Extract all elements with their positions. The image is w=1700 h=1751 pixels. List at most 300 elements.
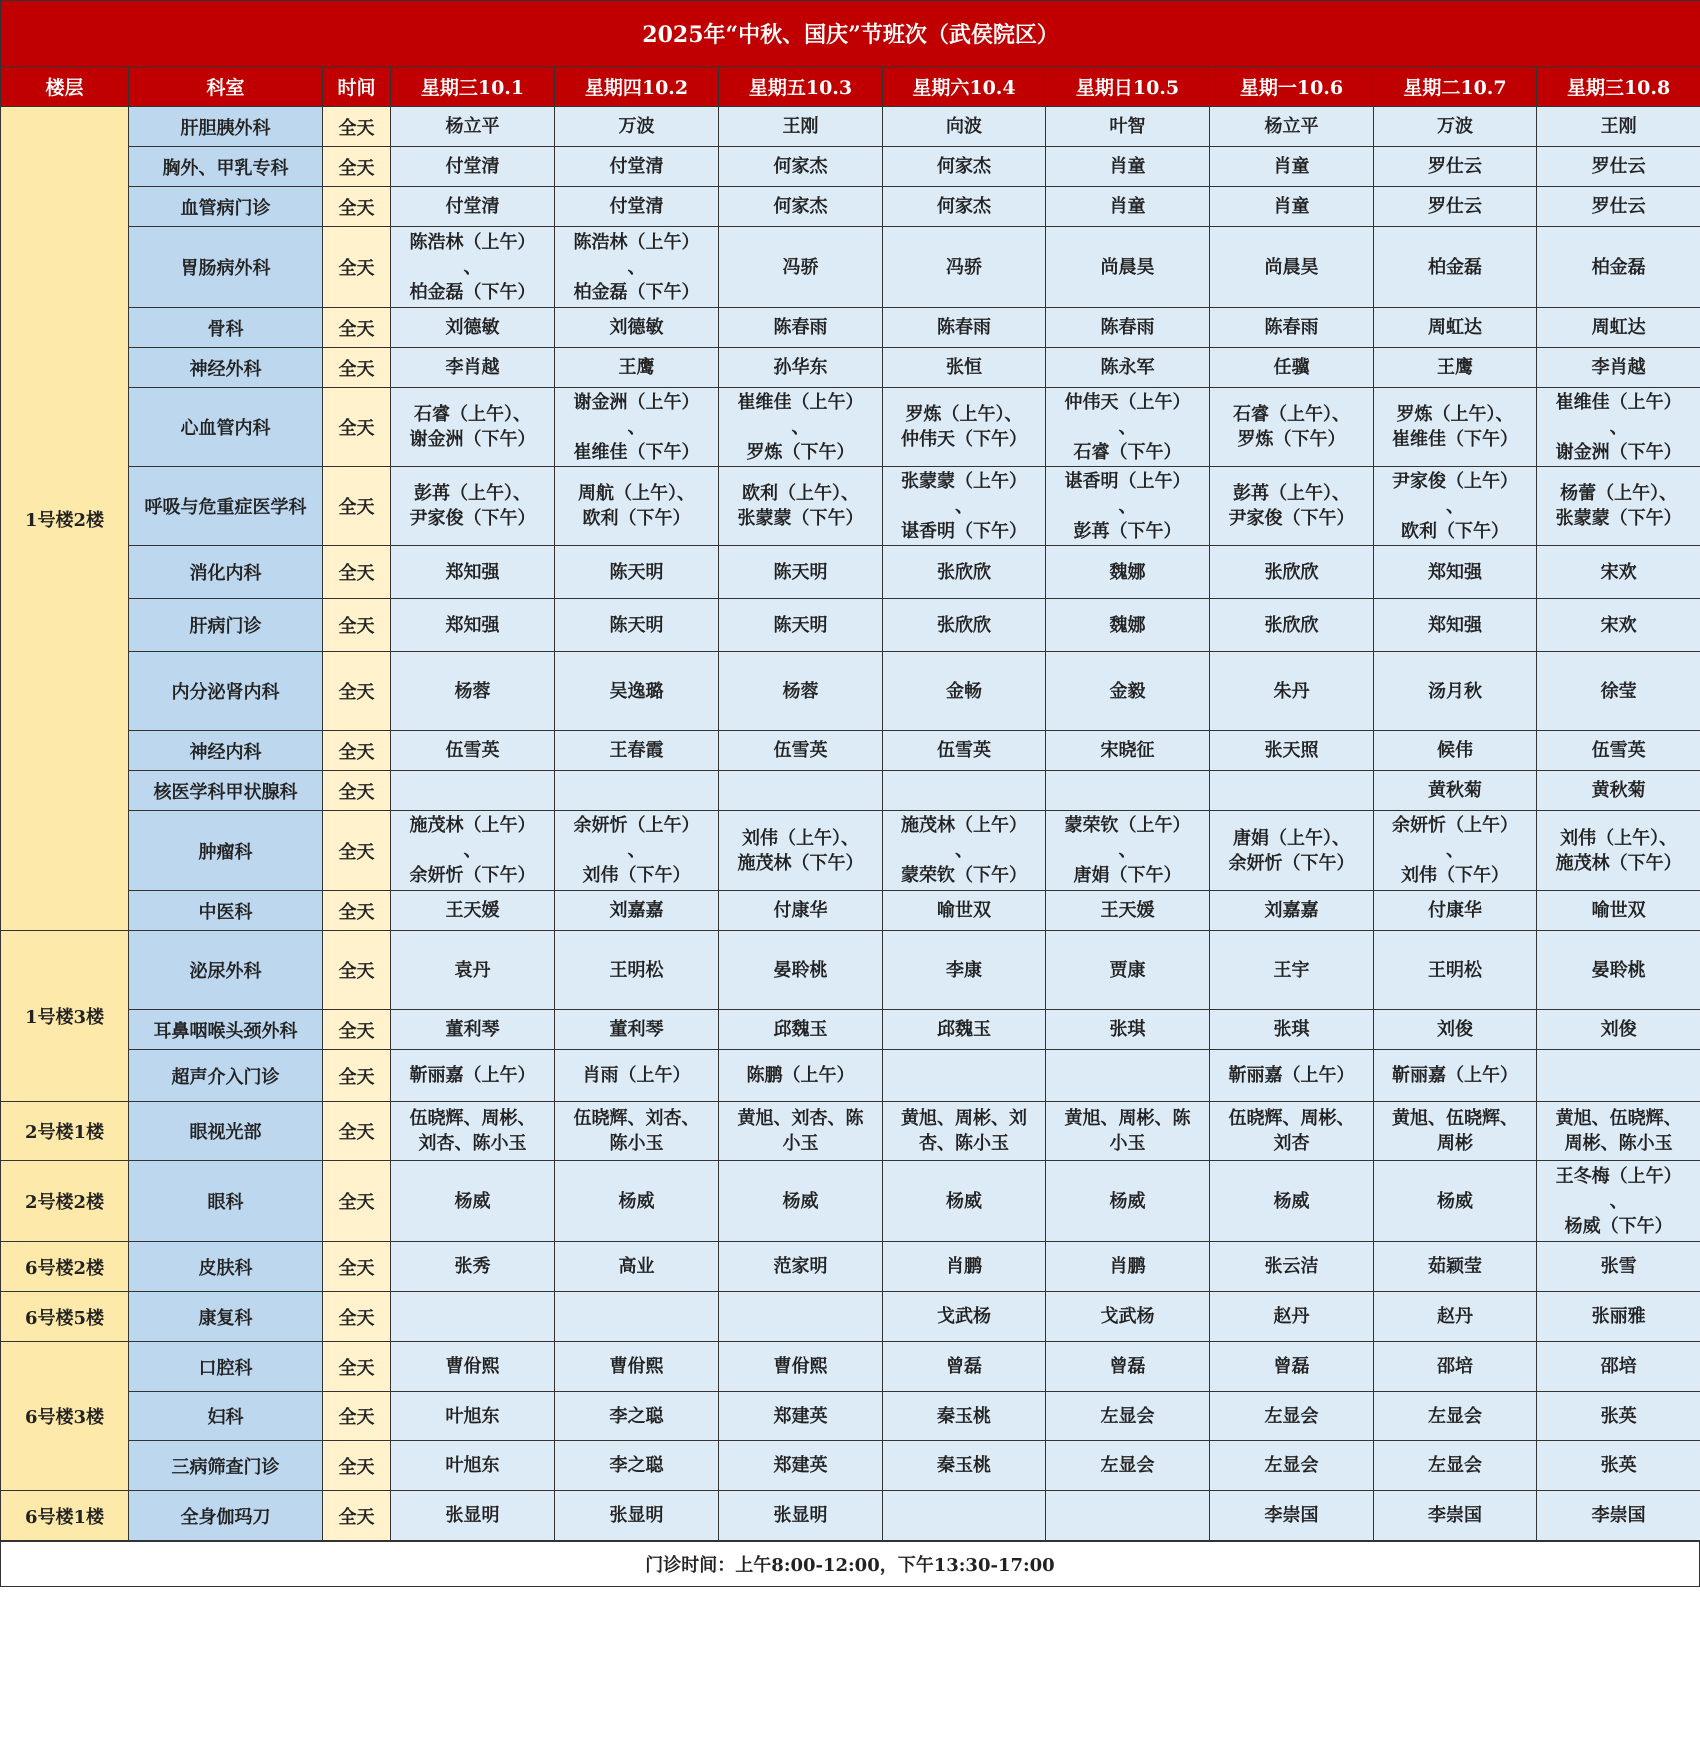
doctor-cell [719,1292,883,1342]
doctor-cell: 石睿（上午）、 罗炼（下午） [1210,388,1374,467]
doctor-cell: 杨立平 [391,107,555,147]
doctor-cell: 黄旭、伍晓辉、 周彬、陈小玉 [1537,1102,1700,1161]
time-slot: 全天 [323,187,391,227]
doctor-cell: 金畅 [883,652,1046,731]
doctor-cell: 冯骄 [719,227,883,308]
doctor-cell: 余妍忻（上午） 、 刘伟（下午） [1374,811,1537,891]
time-slot: 全天 [323,731,391,771]
doctor-cell: 王宇 [1210,931,1374,1010]
doctor-cell: 李之聪 [555,1441,719,1491]
doctor-cell: 崔维佳（上午） 、 谢金洲（下午） [1537,388,1700,467]
time-slot: 全天 [323,1242,391,1292]
doctor-cell: 陈鹏（上午） [719,1050,883,1102]
doctor-cell [391,1292,555,1342]
time-slot: 全天 [323,652,391,731]
doctor-cell: 张秀 [391,1242,555,1292]
department-name: 康复科 [129,1292,323,1342]
column-header: 星期三10.1 [391,67,555,107]
table-row [1,1050,1700,1102]
table-row [1,1491,1700,1541]
doctor-cell: 谌香明（上午） 、 彭苒（下午） [1046,467,1210,546]
time-slot: 全天 [323,1342,391,1392]
table-row [1,107,1700,147]
doctor-cell: 左显会 [1210,1392,1374,1441]
table-row [1,652,1700,731]
doctor-cell: 郑知强 [1374,599,1537,652]
doctor-cell: 罗仕云 [1374,187,1537,227]
time-slot: 全天 [323,1392,391,1441]
department-name: 妇科 [129,1392,323,1441]
doctor-cell: 董利琴 [555,1010,719,1050]
doctor-cell: 尚晨昊 [1046,227,1210,308]
doctor-cell: 余妍忻（上午） 、 刘伟（下午） [555,811,719,891]
column-header: 星期二10.7 [1374,67,1537,107]
doctor-cell: 肖鹏 [883,1242,1046,1292]
department-name: 超声介入门诊 [129,1050,323,1102]
time-slot: 全天 [323,1010,391,1050]
doctor-cell: 刘伟（上午）、 施茂林（下午） [1537,811,1700,891]
time-slot: 全天 [323,348,391,388]
doctor-cell: 彭苒（上午）、 尹家俊（下午） [391,467,555,546]
table-row [1,147,1700,187]
doctor-cell: 陈天明 [719,546,883,599]
department-name: 耳鼻咽喉头颈外科 [129,1010,323,1050]
doctor-cell: 王冬梅（上午） 、 杨威（下午） [1537,1161,1700,1242]
column-header: 时间 [323,67,391,107]
floor-label: 1号楼2楼 [1,107,129,931]
table-row [1,1242,1700,1292]
time-slot: 全天 [323,308,391,348]
department-name: 中医科 [129,891,323,931]
doctor-cell: 曾磊 [1210,1342,1374,1392]
doctor-cell: 郑知强 [391,546,555,599]
doctor-cell: 陈浩林（上午） 、 柏金磊（下午） [391,227,555,308]
table-row [1,388,1700,467]
column-header: 科室 [129,67,323,107]
doctor-cell: 肖童 [1046,187,1210,227]
doctor-cell: 杨威 [719,1161,883,1242]
doctor-cell: 杨威 [391,1161,555,1242]
doctor-cell: 晏聆桃 [719,931,883,1010]
doctor-cell: 贾康 [1046,931,1210,1010]
doctor-cell: 刘嘉嘉 [555,891,719,931]
department-name: 血管病门诊 [129,187,323,227]
doctor-cell: 施茂林（上午） 、 蒙荣钦（下午） [883,811,1046,891]
doctor-cell: 李崇国 [1537,1491,1700,1541]
doctor-cell: 张丽雅 [1537,1292,1700,1342]
department-name: 核医学科甲状腺科 [129,771,323,811]
doctor-cell: 黄秋菊 [1537,771,1700,811]
doctor-cell: 伍晓辉、刘杏、 陈小玉 [555,1102,719,1161]
doctor-cell: 张天照 [1210,731,1374,771]
doctor-cell: 宋欢 [1537,546,1700,599]
time-slot: 全天 [323,1441,391,1491]
doctor-cell: 邵培 [1537,1342,1700,1392]
doctor-cell: 蒙荣钦（上午） 、 唐娟（下午） [1046,811,1210,891]
doctor-cell: 李康 [883,931,1046,1010]
department-name: 内分泌肾内科 [129,652,323,731]
doctor-cell: 王鹰 [1374,348,1537,388]
table-row [1,731,1700,771]
doctor-cell: 付堂清 [555,147,719,187]
time-slot: 全天 [323,1050,391,1102]
clinic-hours-note: 门诊时间：上午8:00-12:00，下午13:30-17:00 [0,1541,1700,1587]
doctor-cell: 陈天明 [719,599,883,652]
page-title: 2025年“中秋、国庆”节班次（武侯院区） [1,1,1700,67]
table-row [1,187,1700,227]
time-slot: 全天 [323,599,391,652]
department-name: 三病筛查门诊 [129,1441,323,1491]
doctor-cell: 左显会 [1046,1441,1210,1491]
doctor-cell: 宋欢 [1537,599,1700,652]
doctor-cell: 谢金洲（上午） 、 崔维佳（下午） [555,388,719,467]
department-name: 泌尿外科 [129,931,323,1010]
doctor-cell: 尹家俊（上午） 、 欧利（下午） [1374,467,1537,546]
doctor-cell: 肖童 [1210,147,1374,187]
doctor-cell: 左显会 [1210,1441,1374,1491]
doctor-cell: 施茂林（上午） 、 余妍忻（下午） [391,811,555,891]
doctor-cell: 陈天明 [555,546,719,599]
doctor-cell: 黄秋菊 [1374,771,1537,811]
table-row [1,1441,1700,1491]
doctor-cell: 杨蓉 [391,652,555,731]
doctor-cell: 曹佾熙 [391,1342,555,1392]
doctor-cell: 高业 [555,1242,719,1292]
doctor-cell: 茹颖莹 [1374,1242,1537,1292]
department-name: 皮肤科 [129,1242,323,1292]
doctor-cell: 尚晨昊 [1210,227,1374,308]
doctor-cell: 罗仕云 [1537,187,1700,227]
doctor-cell: 黄旭、周彬、陈 小玉 [1046,1102,1210,1161]
doctor-cell [555,1292,719,1342]
doctor-cell: 王刚 [719,107,883,147]
department-name: 眼视光部 [129,1102,323,1161]
doctor-cell: 何家杰 [719,147,883,187]
doctor-cell: 刘俊 [1537,1010,1700,1050]
doctor-cell: 陈春雨 [1210,308,1374,348]
doctor-cell: 金毅 [1046,652,1210,731]
column-header: 星期五10.3 [719,67,883,107]
doctor-cell: 罗炼（上午）、 崔维佳（下午） [1374,388,1537,467]
doctor-cell: 宋晓征 [1046,731,1210,771]
doctor-cell: 杨蕾（上午）、 张蒙蒙（下午） [1537,467,1700,546]
time-slot: 全天 [323,1292,391,1342]
time-slot: 全天 [323,891,391,931]
department-name: 心血管内科 [129,388,323,467]
floor-label: 2号楼1楼 [1,1102,129,1161]
doctor-cell [1046,771,1210,811]
doctor-cell: 戈武杨 [1046,1292,1210,1342]
doctor-cell: 叶旭东 [391,1392,555,1441]
doctor-cell: 左显会 [1374,1392,1537,1441]
doctor-cell: 王天媛 [391,891,555,931]
doctor-cell: 向波 [883,107,1046,147]
doctor-cell: 邱魏玉 [719,1010,883,1050]
doctor-cell: 伍晓辉、周彬、 刘杏 [1210,1102,1374,1161]
doctor-cell: 欧利（上午）、 张蒙蒙（下午） [719,467,883,546]
table-row [1,308,1700,348]
table-row [1,1392,1700,1441]
doctor-cell: 柏金磊 [1374,227,1537,308]
column-header: 楼层 [1,67,129,107]
doctor-cell [883,1491,1046,1541]
doctor-cell: 何家杰 [719,187,883,227]
doctor-cell: 魏娜 [1046,599,1210,652]
doctor-cell [719,771,883,811]
doctor-cell: 郑知强 [391,599,555,652]
table-row [1,1342,1700,1392]
doctor-cell: 周虹达 [1374,308,1537,348]
doctor-cell: 王天媛 [1046,891,1210,931]
table-row [1,1010,1700,1050]
doctor-cell: 张英 [1537,1392,1700,1441]
doctor-cell: 黄旭、刘杏、陈 小玉 [719,1102,883,1161]
doctor-cell: 伍雪英 [883,731,1046,771]
doctor-cell: 陈永军 [1046,348,1210,388]
doctor-cell: 刘伟（上午）、 施茂林（下午） [719,811,883,891]
floor-label: 2号楼2楼 [1,1161,129,1242]
doctor-cell: 肖童 [1046,147,1210,187]
doctor-cell: 罗仕云 [1537,147,1700,187]
table-row [1,1161,1700,1242]
doctor-cell: 伍雪英 [391,731,555,771]
doctor-cell: 喻世双 [1537,891,1700,931]
doctor-cell: 李崇国 [1210,1491,1374,1541]
department-name: 神经内科 [129,731,323,771]
floor-label: 6号楼5楼 [1,1292,129,1342]
table-row [1,227,1700,308]
doctor-cell: 陈浩林（上午） 、 柏金磊（下午） [555,227,719,308]
column-header: 星期日10.5 [1046,67,1210,107]
doctor-cell: 陈春雨 [1046,308,1210,348]
doctor-cell [391,771,555,811]
doctor-cell: 靳丽嘉（上午） [1374,1050,1537,1102]
doctor-cell: 彭苒（上午）、 尹家俊（下午） [1210,467,1374,546]
doctor-cell: 杨威 [1374,1161,1537,1242]
doctor-cell: 汤月秋 [1374,652,1537,731]
time-slot: 全天 [323,771,391,811]
doctor-cell: 张欣欣 [883,546,1046,599]
doctor-cell: 赵丹 [1210,1292,1374,1342]
time-slot: 全天 [323,931,391,1010]
doctor-cell: 李之聪 [555,1392,719,1441]
doctor-cell: 刘德敏 [391,308,555,348]
time-slot: 全天 [323,1102,391,1161]
time-slot: 全天 [323,1161,391,1242]
department-name: 骨科 [129,308,323,348]
department-name: 消化内科 [129,546,323,599]
doctor-cell: 喻世双 [883,891,1046,931]
doctor-cell: 董利琴 [391,1010,555,1050]
doctor-cell: 陈春雨 [719,308,883,348]
doctor-cell: 付堂清 [391,187,555,227]
doctor-cell: 魏娜 [1046,546,1210,599]
doctor-cell: 冯骄 [883,227,1046,308]
doctor-cell: 晏聆桃 [1537,931,1700,1010]
floor-label: 6号楼1楼 [1,1491,129,1541]
table-row [1,1102,1700,1161]
doctor-cell: 付康华 [719,891,883,931]
doctor-cell: 曾磊 [883,1342,1046,1392]
doctor-cell: 肖鹏 [1046,1242,1210,1292]
doctor-cell: 郑知强 [1374,546,1537,599]
doctor-cell: 叶旭东 [391,1441,555,1491]
doctor-cell: 付堂清 [555,187,719,227]
doctor-cell: 叶智 [1046,107,1210,147]
table-row [1,891,1700,931]
doctor-cell: 万波 [555,107,719,147]
doctor-cell: 张英 [1537,1441,1700,1491]
doctor-cell: 唐娟（上午）、 余妍忻（下午） [1210,811,1374,891]
doctor-cell: 张恒 [883,348,1046,388]
doctor-cell: 左显会 [1046,1392,1210,1441]
doctor-cell: 王明松 [555,931,719,1010]
doctor-cell: 戈武杨 [883,1292,1046,1342]
time-slot: 全天 [323,388,391,467]
doctor-cell: 李肖越 [391,348,555,388]
doctor-cell: 李肖越 [1537,348,1700,388]
table-row [1,348,1700,388]
doctor-cell: 何家杰 [883,147,1046,187]
doctor-cell: 刘嘉嘉 [1210,891,1374,931]
doctor-cell: 黄旭、周彬、刘 杏、陈小玉 [883,1102,1046,1161]
floor-label: 1号楼3楼 [1,931,129,1102]
floor-label: 6号楼3楼 [1,1342,129,1491]
time-slot: 全天 [323,227,391,308]
department-name: 口腔科 [129,1342,323,1392]
doctor-cell: 崔维佳（上午） 、 罗炼（下午） [719,388,883,467]
doctor-cell: 张显明 [719,1491,883,1541]
doctor-cell: 秦玉桃 [883,1392,1046,1441]
doctor-cell: 付康华 [1374,891,1537,931]
doctor-cell: 付堂清 [391,147,555,187]
department-name: 肿瘤科 [129,811,323,891]
doctor-cell: 张琪 [1046,1010,1210,1050]
doctor-cell: 王刚 [1537,107,1700,147]
doctor-cell: 张显明 [555,1491,719,1541]
doctor-cell: 曹佾熙 [719,1342,883,1392]
doctor-cell [555,771,719,811]
doctor-cell: 徐莹 [1537,652,1700,731]
doctor-cell: 仲伟天（上午） 、 石睿（下午） [1046,388,1210,467]
doctor-cell [1537,1050,1700,1102]
doctor-cell: 周虹达 [1537,308,1700,348]
doctor-cell: 秦玉桃 [883,1441,1046,1491]
doctor-cell: 陈春雨 [883,308,1046,348]
doctor-cell [1210,771,1374,811]
doctor-cell: 柏金磊 [1537,227,1700,308]
doctor-cell: 刘俊 [1374,1010,1537,1050]
doctor-cell: 伍晓辉、周彬、 刘杏、陈小玉 [391,1102,555,1161]
doctor-cell: 曹佾熙 [555,1342,719,1392]
doctor-cell: 张云洁 [1210,1242,1374,1292]
doctor-cell [1046,1491,1210,1541]
doctor-cell: 伍雪英 [719,731,883,771]
doctor-cell: 袁丹 [391,931,555,1010]
doctor-cell: 张欣欣 [1210,546,1374,599]
doctor-cell: 赵丹 [1374,1292,1537,1342]
table-row [1,931,1700,1010]
doctor-cell: 王明松 [1374,931,1537,1010]
department-name: 眼科 [129,1161,323,1242]
department-name: 胃肠病外科 [129,227,323,308]
doctor-cell: 何家杰 [883,187,1046,227]
doctor-cell: 张雪 [1537,1242,1700,1292]
doctor-cell: 杨立平 [1210,107,1374,147]
table-row [1,599,1700,652]
doctor-cell: 杨威 [555,1161,719,1242]
table-row [1,546,1700,599]
doctor-cell: 刘德敏 [555,308,719,348]
department-name: 胸外、甲乳专科 [129,147,323,187]
doctor-cell: 张欣欣 [883,599,1046,652]
doctor-cell [883,1050,1046,1102]
doctor-cell: 郑建英 [719,1392,883,1441]
doctor-cell: 周航（上午）、 欧利（下午） [555,467,719,546]
department-name: 肝病门诊 [129,599,323,652]
doctor-cell: 张欣欣 [1210,599,1374,652]
time-slot: 全天 [323,107,391,147]
doctor-cell: 王鹰 [555,348,719,388]
table-row [1,467,1700,546]
doctor-cell: 杨威 [1210,1161,1374,1242]
doctor-cell: 左显会 [1374,1441,1537,1491]
department-name: 全身伽玛刀 [129,1491,323,1541]
doctor-cell: 任骥 [1210,348,1374,388]
table-row [1,811,1700,891]
doctor-cell: 张蒙蒙（上午） 、 谌香明（下午） [883,467,1046,546]
department-name: 呼吸与危重症医学科 [129,467,323,546]
doctor-cell: 曾磊 [1046,1342,1210,1392]
doctor-cell: 陈天明 [555,599,719,652]
doctor-cell: 石睿（上午）、 谢金洲（下午） [391,388,555,467]
doctor-cell: 朱丹 [1210,652,1374,731]
doctor-cell: 郑建英 [719,1441,883,1491]
time-slot: 全天 [323,811,391,891]
doctor-cell: 杨威 [1046,1161,1210,1242]
doctor-cell: 罗炼（上午）、 仲伟天（下午） [883,388,1046,467]
column-header: 星期一10.6 [1210,67,1374,107]
doctor-cell: 李崇国 [1374,1491,1537,1541]
doctor-cell: 靳丽嘉（上午） [391,1050,555,1102]
doctor-cell: 黄旭、伍晓辉、 周彬 [1374,1102,1537,1161]
doctor-cell: 张琪 [1210,1010,1374,1050]
doctor-cell: 吴逸璐 [555,652,719,731]
doctor-cell: 邵培 [1374,1342,1537,1392]
doctor-cell: 王春霞 [555,731,719,771]
doctor-cell: 张显明 [391,1491,555,1541]
doctor-cell: 肖童 [1210,187,1374,227]
doctor-cell: 邱魏玉 [883,1010,1046,1050]
time-slot: 全天 [323,467,391,546]
doctor-cell: 候伟 [1374,731,1537,771]
department-name: 神经外科 [129,348,323,388]
header-row [1,67,1700,107]
time-slot: 全天 [323,147,391,187]
doctor-cell: 万波 [1374,107,1537,147]
department-name: 肝胆胰外科 [129,107,323,147]
doctor-cell: 杨蓉 [719,652,883,731]
time-slot: 全天 [323,546,391,599]
doctor-cell: 靳丽嘉（上午） [1210,1050,1374,1102]
table-row [1,771,1700,811]
doctor-cell [883,771,1046,811]
time-slot: 全天 [323,1491,391,1541]
doctor-cell: 伍雪英 [1537,731,1700,771]
column-header: 星期四10.2 [555,67,719,107]
table-row [1,1292,1700,1342]
doctor-cell: 范家明 [719,1242,883,1292]
